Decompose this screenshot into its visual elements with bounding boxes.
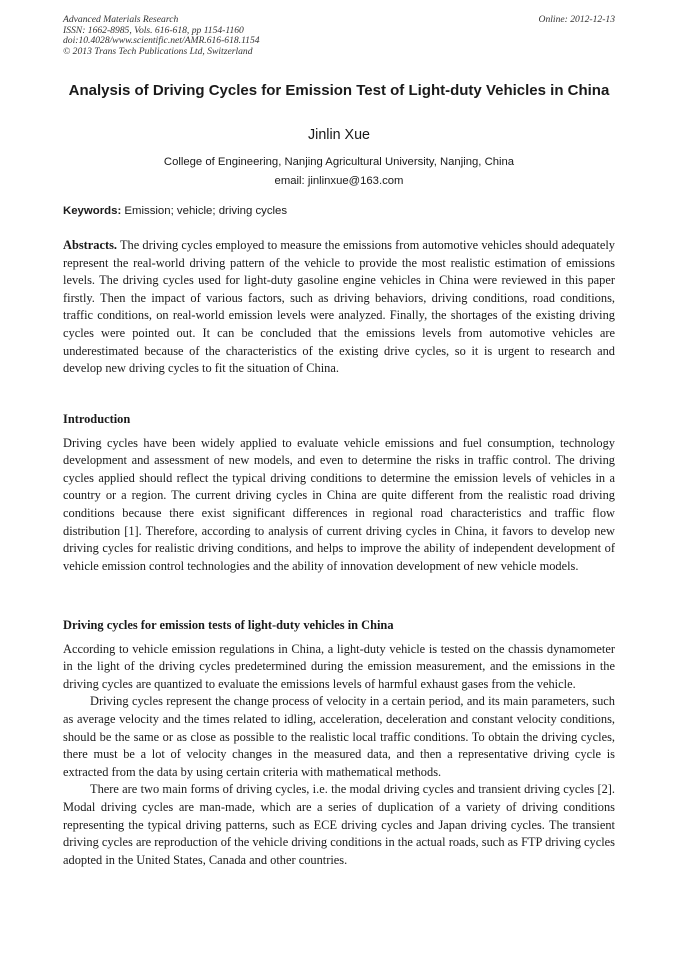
keywords-text: Emission; vehicle; driving cycles [121,205,288,217]
affiliation-block [63,153,615,191]
section-heading: Driving cycles for emission tests of light-duty vehicles in China [63,618,394,632]
keywords-label: Keywords: [63,205,122,217]
online-date: Online: 2012-12-13 [538,14,615,25]
affiliation: College of Engineering, Nanjing Agricultural University, Nanjing, China [163,156,515,168]
introduction-paragraph: Driving cycles have been widely applied to evaluate vehicle emissions and fuel consumption, technology development and assessment of new models, and even to determine the risks in traffic control. The driving cycles applied should reflect the typical driving conditions to determine the emission levels of vehicles in a country or a region. The current driving cycles in China are quite different from the realistic road driving conditions because there exist significant differences in regional road characteristics and traffic flow distribution [1]. Therefore, according to analysis of current driving cycles in China, it favors to develop new driving cycles for realistic driving conditions, and helps to improve the ability of independent development of vehicle emission control technologies and the ability of innovation development of new vehicle models. [63,435,615,573]
keywords-line [63,203,615,219]
abstract-text: The driving cycles employed to measure the emissions from automotive vehicles should adequately represent the real-world driving pattern of the vehicle to provide the most realistic estimation of emissions levels. The driving cycles used for light-duty gasoline engine vehicles in China were reviewed in this paper firstly. Then the impact of various factors, such as driving behaviors, driving conditions, road conditions, traffic conditions, on real-world emission levels were analyzed. Finally, the shortages of the existing driving cycles were pointed out. It can be concluded that the emissions levels from automotive vehicles are underestimated because of the characteristics of the existing drive cycles, so it is urgent to research and develop new driving cycles to fit the situation of China. [63,238,615,376]
paper-title: Analysis of Driving Cycles for Emission Test of Light-duty Vehicles in China [68,82,610,99]
section-paragraph-1: According to vehicle emission regulations in China, a light-duty vehicle is tested on the chassis dynamometer in the light of the driving cycles predetermined during the emission measurement, and the emissions in the driving cycles are quantized to evaluate the emissions levels of harmful exhaust gases from the vehicle. [63,641,615,691]
author-name: Jinlin Xue [308,127,370,143]
abstract-paragraph [63,237,615,378]
abstract-section [63,237,615,378]
issn-line: ISSN: 1662-8985, Vols. 616-618, pp 1154-1160 [63,24,244,36]
journal-header [63,15,615,57]
section-paragraph-2: Driving cycles represent the change process of velocity in a certain period, and its main parameters, such as average velocity and the times related to idling, acceleration, deceleration and constant velocity conditions, should be the same or as close as possible to the realistic local traffic conditions. To obtain the driving cycles, there must be a lot of velocity changes in the measured data, and then a representative driving cycle is extracted from the data by using certain criteria with mathematical methods. [63,694,615,779]
section-paragraph-3: There are two main forms of driving cycles, i.e. the modal driving cycles and transient driving cycles [2]. Modal driving cycles are man-made, which are a series of duplication of a variety of driving conditions representing the typical driving patterns, such as ECE driving cycles and Japan driving cycles. The transient driving cycles are reproduction of the vehicle driving conditions in the actual roads, such as FTP driving cycles adopted in the United States, Canada and other countries. [63,782,615,867]
journal-name: Advanced Materials Research [63,14,179,25]
doi-line: doi:10.4028/www.scientific.net/AMR.616-618.1154 [63,35,260,47]
copyright-line: © 2013 Trans Tech Publications Ltd, Switzerland [63,45,253,57]
introduction-heading: Introduction [63,412,131,426]
introduction-section [63,411,615,575]
author-email: email: jinlinxue@163.com [274,175,404,187]
abstract-label: Abstracts. [63,238,118,252]
driving-cycles-section [63,617,615,869]
